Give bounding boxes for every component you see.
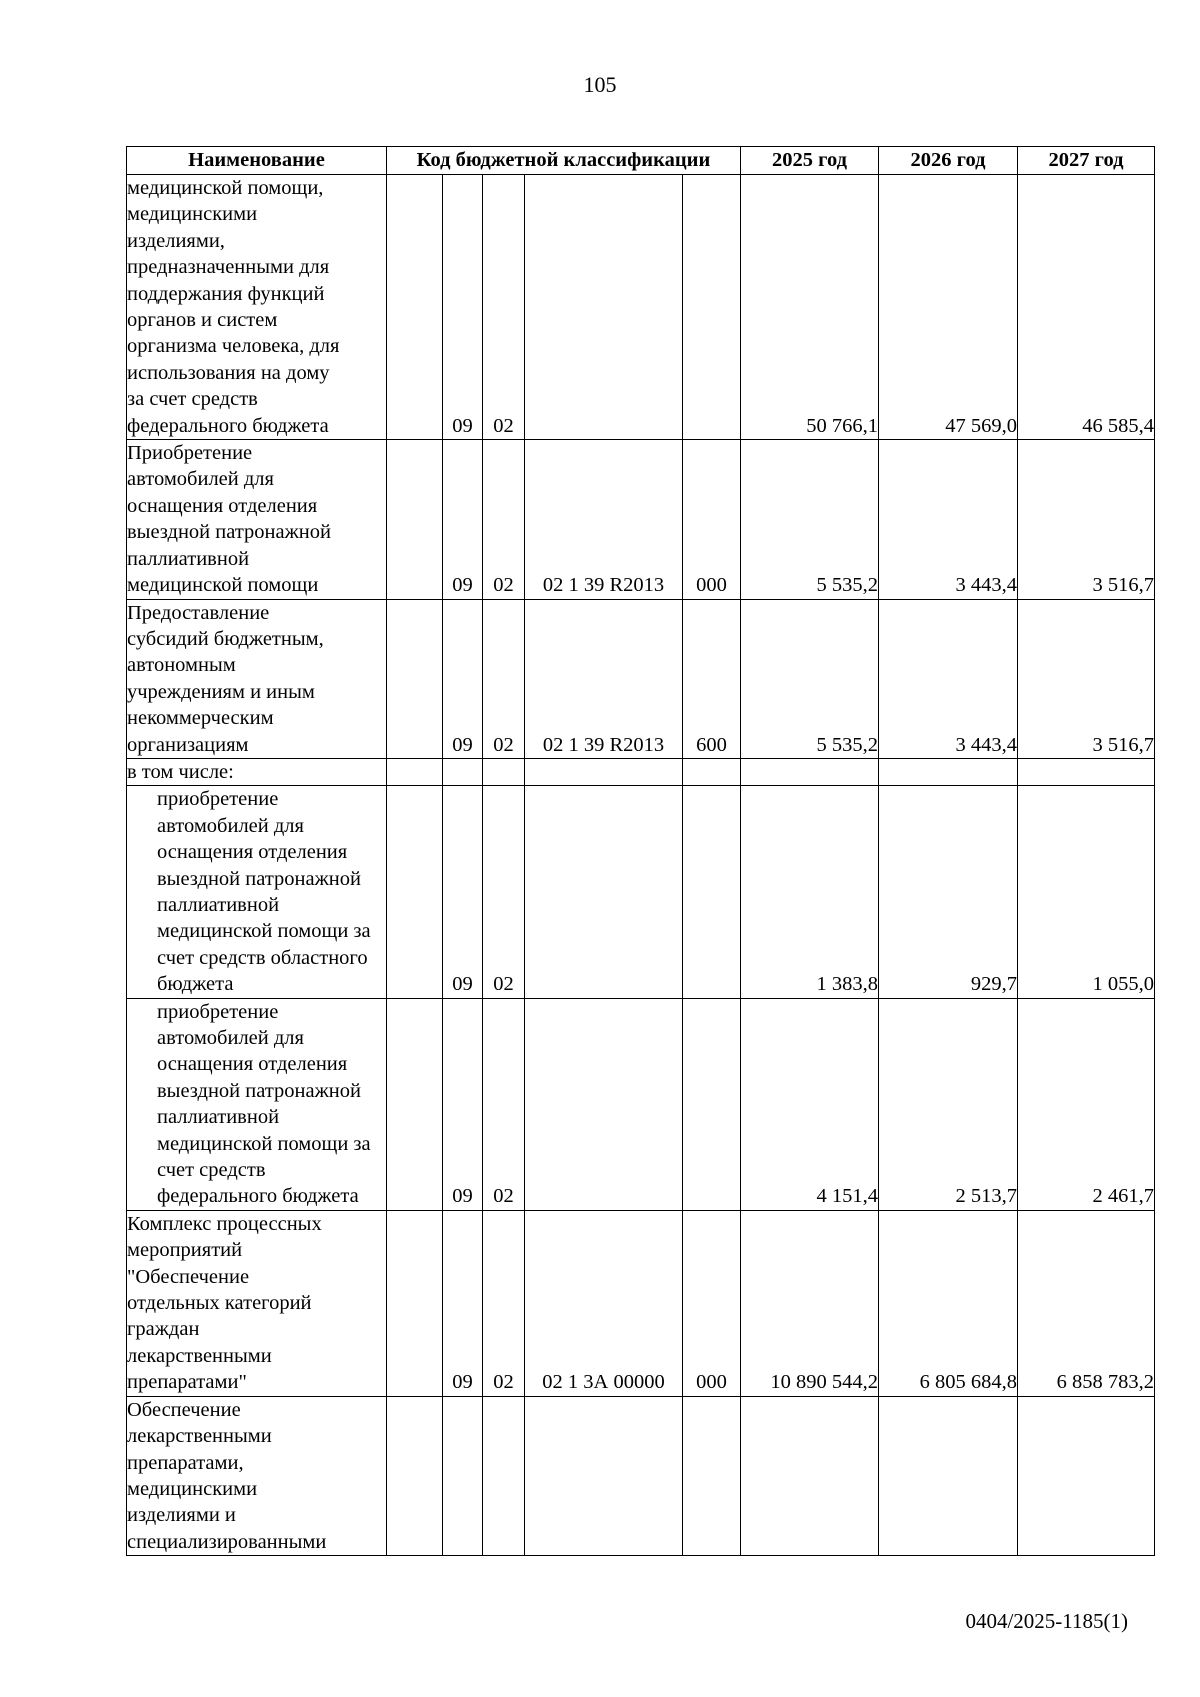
code-cell-expense-type [683, 786, 741, 998]
row-name-line: некоммерческим [127, 707, 274, 730]
code-cell-target [525, 758, 683, 785]
row-name-line: паллиативной [157, 1106, 280, 1129]
code-cell-1 [387, 599, 443, 758]
row-name-line: отдельных категорий [127, 1292, 312, 1315]
code-cell-1 [387, 440, 443, 599]
code-cell-1 [387, 998, 443, 1210]
code-cell-section [443, 758, 483, 785]
row-name-cell [127, 599, 387, 758]
code-cell-expense-type [683, 998, 741, 1210]
row-name-line: изделиями, [127, 229, 225, 252]
row-name-line: медицинской помощи за [157, 920, 371, 943]
row-name-line: приобретение [157, 1000, 279, 1023]
row-name-line: организациям [127, 733, 249, 756]
row-name-line: выездной патронажной [127, 521, 331, 544]
header-code: Код бюджетной классификации [387, 147, 741, 175]
code-cell-target: 02 1 39 R2013 [525, 440, 683, 599]
table-row [127, 758, 1155, 785]
row-name-line: приобретение [157, 788, 279, 811]
code-cell-section: 09 [443, 1210, 483, 1396]
amount-2027-cell: 1 055,0 [1018, 786, 1155, 998]
amount-2027-cell: 3 516,7 [1018, 599, 1155, 758]
row-name-cell [127, 786, 387, 998]
amount-2026-cell: 3 443,4 [879, 440, 1018, 599]
amount-2025-cell: 1 383,8 [741, 786, 879, 998]
code-cell-section: 09 [443, 998, 483, 1210]
row-name-line: федерального бюджета [157, 1185, 359, 1208]
row-name-line: лекарственными [127, 1344, 272, 1367]
amount-2027-cell: 46 585,4 [1018, 175, 1155, 440]
code-cell-target [525, 998, 683, 1210]
table-header-row [127, 147, 1155, 175]
row-name-line: выездной патронажной [157, 867, 361, 890]
amount-2026-cell: 2 513,7 [879, 998, 1018, 1210]
amount-2027-cell: 3 516,7 [1018, 440, 1155, 599]
row-name-line: паллиативной [127, 547, 250, 570]
row-name-line: учреждениям и иным [127, 680, 315, 703]
code-cell-subsection: 02 [483, 998, 525, 1210]
table-body [127, 175, 1155, 1556]
row-name-cell [127, 175, 387, 440]
code-cell-section: 09 [443, 599, 483, 758]
table-row [127, 1396, 1155, 1555]
code-cell-1 [387, 175, 443, 440]
amount-2025-cell: 5 535,2 [741, 440, 879, 599]
row-name-line: автономным [127, 654, 236, 677]
code-cell-subsection [483, 758, 525, 785]
row-name-line: предназначенными для [127, 256, 330, 279]
amount-2027-cell: 6 858 783,2 [1018, 1210, 1155, 1396]
code-cell-1 [387, 1396, 443, 1555]
row-name-line: автомобилей для [157, 1027, 304, 1049]
code-cell-target: 02 1 39 R2013 [525, 599, 683, 758]
document-code: 0404/2025-1185(1) [965, 1609, 1128, 1633]
row-name-line: Предоставление [127, 601, 270, 624]
table-row [127, 440, 1155, 599]
header-name: Наименование [127, 147, 387, 175]
row-name-line: Приобретение [127, 442, 253, 465]
row-name-cell [127, 1210, 387, 1396]
header-2025: 2025 год [741, 147, 879, 175]
row-name-line: федерального бюджета [127, 414, 329, 437]
table-row [127, 1210, 1155, 1396]
amount-2027-cell [1018, 758, 1155, 785]
row-name-line: "Обеспечение [127, 1265, 250, 1288]
row-name-line: автомобилей для [157, 814, 304, 837]
row-name-line: препаратами, [127, 1451, 244, 1474]
amount-2025-cell [741, 1396, 879, 1555]
table-row [127, 175, 1155, 440]
code-cell-expense-type [683, 1396, 741, 1555]
code-cell-subsection: 02 [483, 440, 525, 599]
code-cell-expense-type: 000 [683, 440, 741, 599]
code-cell-expense-type [683, 758, 741, 785]
row-name-line: медицинской помощи [127, 574, 319, 597]
row-name-line: поддержания функций [127, 282, 325, 305]
row-name-cell [127, 1396, 387, 1555]
table-row [127, 786, 1155, 998]
row-name-line: граждан [127, 1318, 200, 1341]
budget-table [126, 146, 1155, 1556]
amount-2026-cell: 47 569,0 [879, 175, 1018, 440]
code-cell-section: 09 [443, 786, 483, 998]
row-name-line: оснащения отделения [127, 494, 318, 517]
amount-2026-cell: 929,7 [879, 786, 1018, 998]
row-name-cell [127, 998, 387, 1210]
code-cell-1 [387, 758, 443, 785]
amount-2025-cell: 4 151,4 [741, 998, 879, 1210]
table-row [127, 998, 1155, 1210]
row-name-line: выездной патронажной [157, 1079, 361, 1102]
amount-2025-cell: 10 890 544,2 [741, 1210, 879, 1396]
amount-2025-cell: 5 535,2 [741, 599, 879, 758]
row-name-line: лекарственными [127, 1425, 272, 1448]
row-name-line: бюджета [157, 973, 234, 996]
code-cell-expense-type: 000 [683, 1210, 741, 1396]
row-name-line: автомобилей для [127, 468, 274, 491]
row-name-line: счет средств [157, 1159, 266, 1182]
row-name-line: медицинскими [127, 1477, 258, 1500]
row-name-cell [127, 440, 387, 599]
amount-2026-cell: 3 443,4 [879, 599, 1018, 758]
code-cell-1 [387, 1210, 443, 1396]
row-name-line: специализированными [127, 1530, 327, 1553]
amount-2026-cell [879, 758, 1018, 785]
header-2026: 2026 год [879, 147, 1018, 175]
amount-2026-cell: 6 805 684,8 [879, 1210, 1018, 1396]
code-cell-subsection: 02 [483, 786, 525, 998]
row-name-line: медицинскими [127, 203, 258, 226]
code-cell-section: 09 [443, 175, 483, 440]
page-number: 105 [583, 72, 617, 97]
row-name-line: счет средств областного [157, 946, 368, 969]
code-cell-subsection: 02 [483, 175, 525, 440]
code-cell-subsection: 02 [483, 599, 525, 758]
row-name-line: оснащения отделения [157, 841, 348, 864]
code-cell-expense-type: 600 [683, 599, 741, 758]
row-name-line: использования на дому [127, 361, 330, 384]
amount-2025-cell [741, 758, 879, 785]
row-name-line: изделиями и [127, 1504, 236, 1527]
row-name-line: Комплекс процессных [127, 1212, 322, 1235]
row-name-line: органов и систем [127, 309, 278, 332]
code-cell-section [443, 1396, 483, 1555]
row-name-line: субсидий бюджетным, [127, 627, 324, 650]
row-name-line: мероприятий [127, 1239, 243, 1262]
amount-2026-cell [879, 1396, 1018, 1555]
code-cell-target [525, 786, 683, 998]
amount-2027-cell [1018, 1396, 1155, 1555]
row-name-line: в том числе: [127, 760, 234, 783]
row-name-cell [127, 758, 387, 785]
header-2027: 2027 год [1018, 147, 1155, 175]
row-name-line: оснащения отделения [157, 1053, 348, 1076]
table-row [127, 599, 1155, 758]
code-cell-subsection [483, 1396, 525, 1555]
row-name-line: препаратами" [127, 1371, 247, 1394]
code-cell-1 [387, 786, 443, 998]
row-name-line: за счет средств [127, 388, 258, 411]
code-cell-target: 02 1 3А 00000 [525, 1210, 683, 1396]
code-cell-target [525, 1396, 683, 1555]
code-cell-section: 09 [443, 440, 483, 599]
amount-2025-cell: 50 766,1 [741, 175, 879, 440]
code-cell-target [525, 175, 683, 440]
amount-2027-cell: 2 461,7 [1018, 998, 1155, 1210]
row-name-line: Обеспечение [127, 1398, 241, 1421]
code-cell-subsection: 02 [483, 1210, 525, 1396]
row-name-line: медицинской помощи, [127, 177, 324, 199]
row-name-line: организма человека, для [127, 335, 340, 358]
row-name-line: медицинской помощи за [157, 1132, 371, 1155]
code-cell-expense-type [683, 175, 741, 440]
row-name-line: паллиативной [157, 893, 280, 916]
